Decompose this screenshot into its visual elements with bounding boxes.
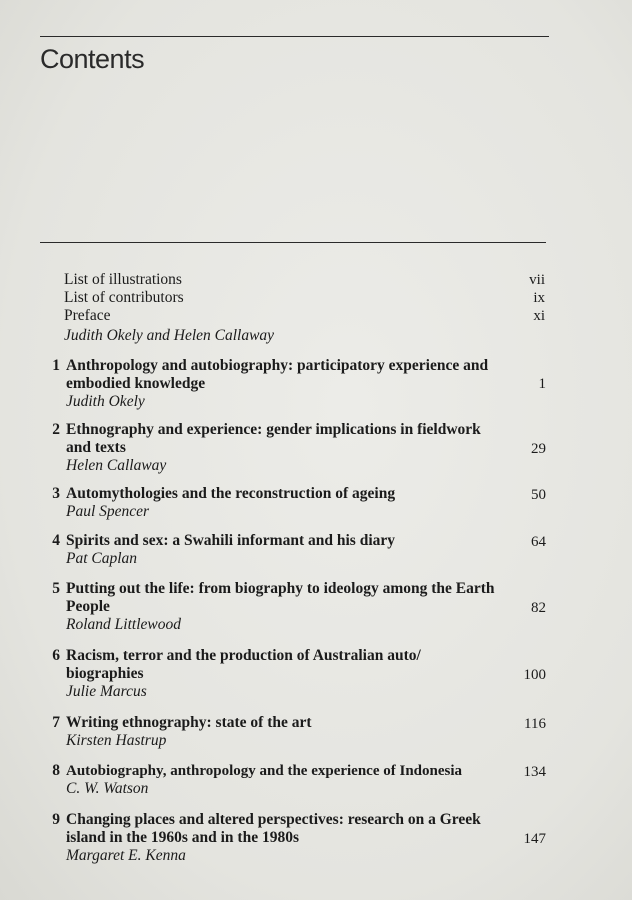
chapter-number: 8 xyxy=(52,762,60,779)
chapter-title: Changing places and altered perspectives: research on a Greek island in the 1960s and in the 1980s xyxy=(66,811,481,846)
chapter-page: 1 xyxy=(538,376,546,392)
top-rule xyxy=(40,36,549,37)
chapter-author: C. W. Watson xyxy=(66,780,149,797)
front-matter-label: Preface xyxy=(64,307,111,324)
chapter-entry xyxy=(46,580,546,634)
chapter-page: 29 xyxy=(531,441,546,457)
chapter-page: 147 xyxy=(523,831,546,847)
chapter-entry xyxy=(46,485,546,521)
chapter-entry xyxy=(46,357,546,411)
chapter-entry xyxy=(46,714,546,750)
front-matter-page: vii xyxy=(529,272,545,288)
chapter-number: 5 xyxy=(52,580,60,597)
chapter-number: 9 xyxy=(52,811,60,828)
chapter-page: 82 xyxy=(531,600,546,616)
chapter-number: 6 xyxy=(52,647,60,664)
chapter-number: 2 xyxy=(52,421,60,438)
front-matter-page: ix xyxy=(533,290,545,306)
chapter-author: Paul Spencer xyxy=(66,503,150,520)
chapter-title: Writing ethnography: state of the art xyxy=(66,714,312,731)
chapter-number: 1 xyxy=(52,357,60,374)
chapter-page: 50 xyxy=(531,487,546,503)
chapter-number: 7 xyxy=(52,714,60,731)
chapter-page: 134 xyxy=(523,764,546,780)
page-title: Contents xyxy=(40,44,145,74)
chapter-author: Judith Okely xyxy=(66,393,145,410)
chapter-title: Spirits and sex: a Swahili informant and his diary xyxy=(66,532,396,549)
chapter-title: Automythologies and the reconstruction of ageing xyxy=(66,485,396,502)
chapter-entry xyxy=(46,532,546,568)
chapter-title: Anthropology and autobiography: participatory experience and embodied knowledge xyxy=(66,357,489,392)
chapter-title: Racism, terror and the production of Australian auto/ biographies xyxy=(66,647,421,682)
chapter-author: Kirsten Hastrup xyxy=(66,732,167,749)
chapter-author: Margaret E. Kenna xyxy=(66,847,186,864)
chapter-page: 116 xyxy=(524,716,546,732)
chapter-number: 4 xyxy=(52,532,60,549)
chapter-entry xyxy=(46,762,546,798)
chapter-author: Helen Callaway xyxy=(66,457,167,474)
section-rule xyxy=(40,242,546,243)
chapter-author: Roland Littlewood xyxy=(66,616,181,633)
chapter-title: Autobiography, anthropology and the experience of Indonesia xyxy=(66,763,463,779)
chapter-title: Putting out the life: from biography to ideology among the Earth People xyxy=(66,580,495,615)
chapter-entry xyxy=(46,647,546,701)
front-matter-label: List of contributors xyxy=(64,289,184,306)
chapter-author: Julie Marcus xyxy=(66,683,147,700)
chapter-entry xyxy=(46,421,546,475)
front-matter-label: List of illustrations xyxy=(64,271,182,288)
chapter-author: Pat Caplan xyxy=(66,550,138,567)
chapter-entry xyxy=(46,811,546,865)
chapter-page: 64 xyxy=(531,534,546,550)
chapter-title: Ethnography and experience: gender implications in fieldwork and texts xyxy=(66,421,481,456)
preface-authors: Judith Okely and Helen Callaway xyxy=(64,327,275,344)
front-matter-page: xi xyxy=(533,308,545,324)
chapter-page: 100 xyxy=(523,667,546,683)
chapter-number: 3 xyxy=(52,485,60,502)
